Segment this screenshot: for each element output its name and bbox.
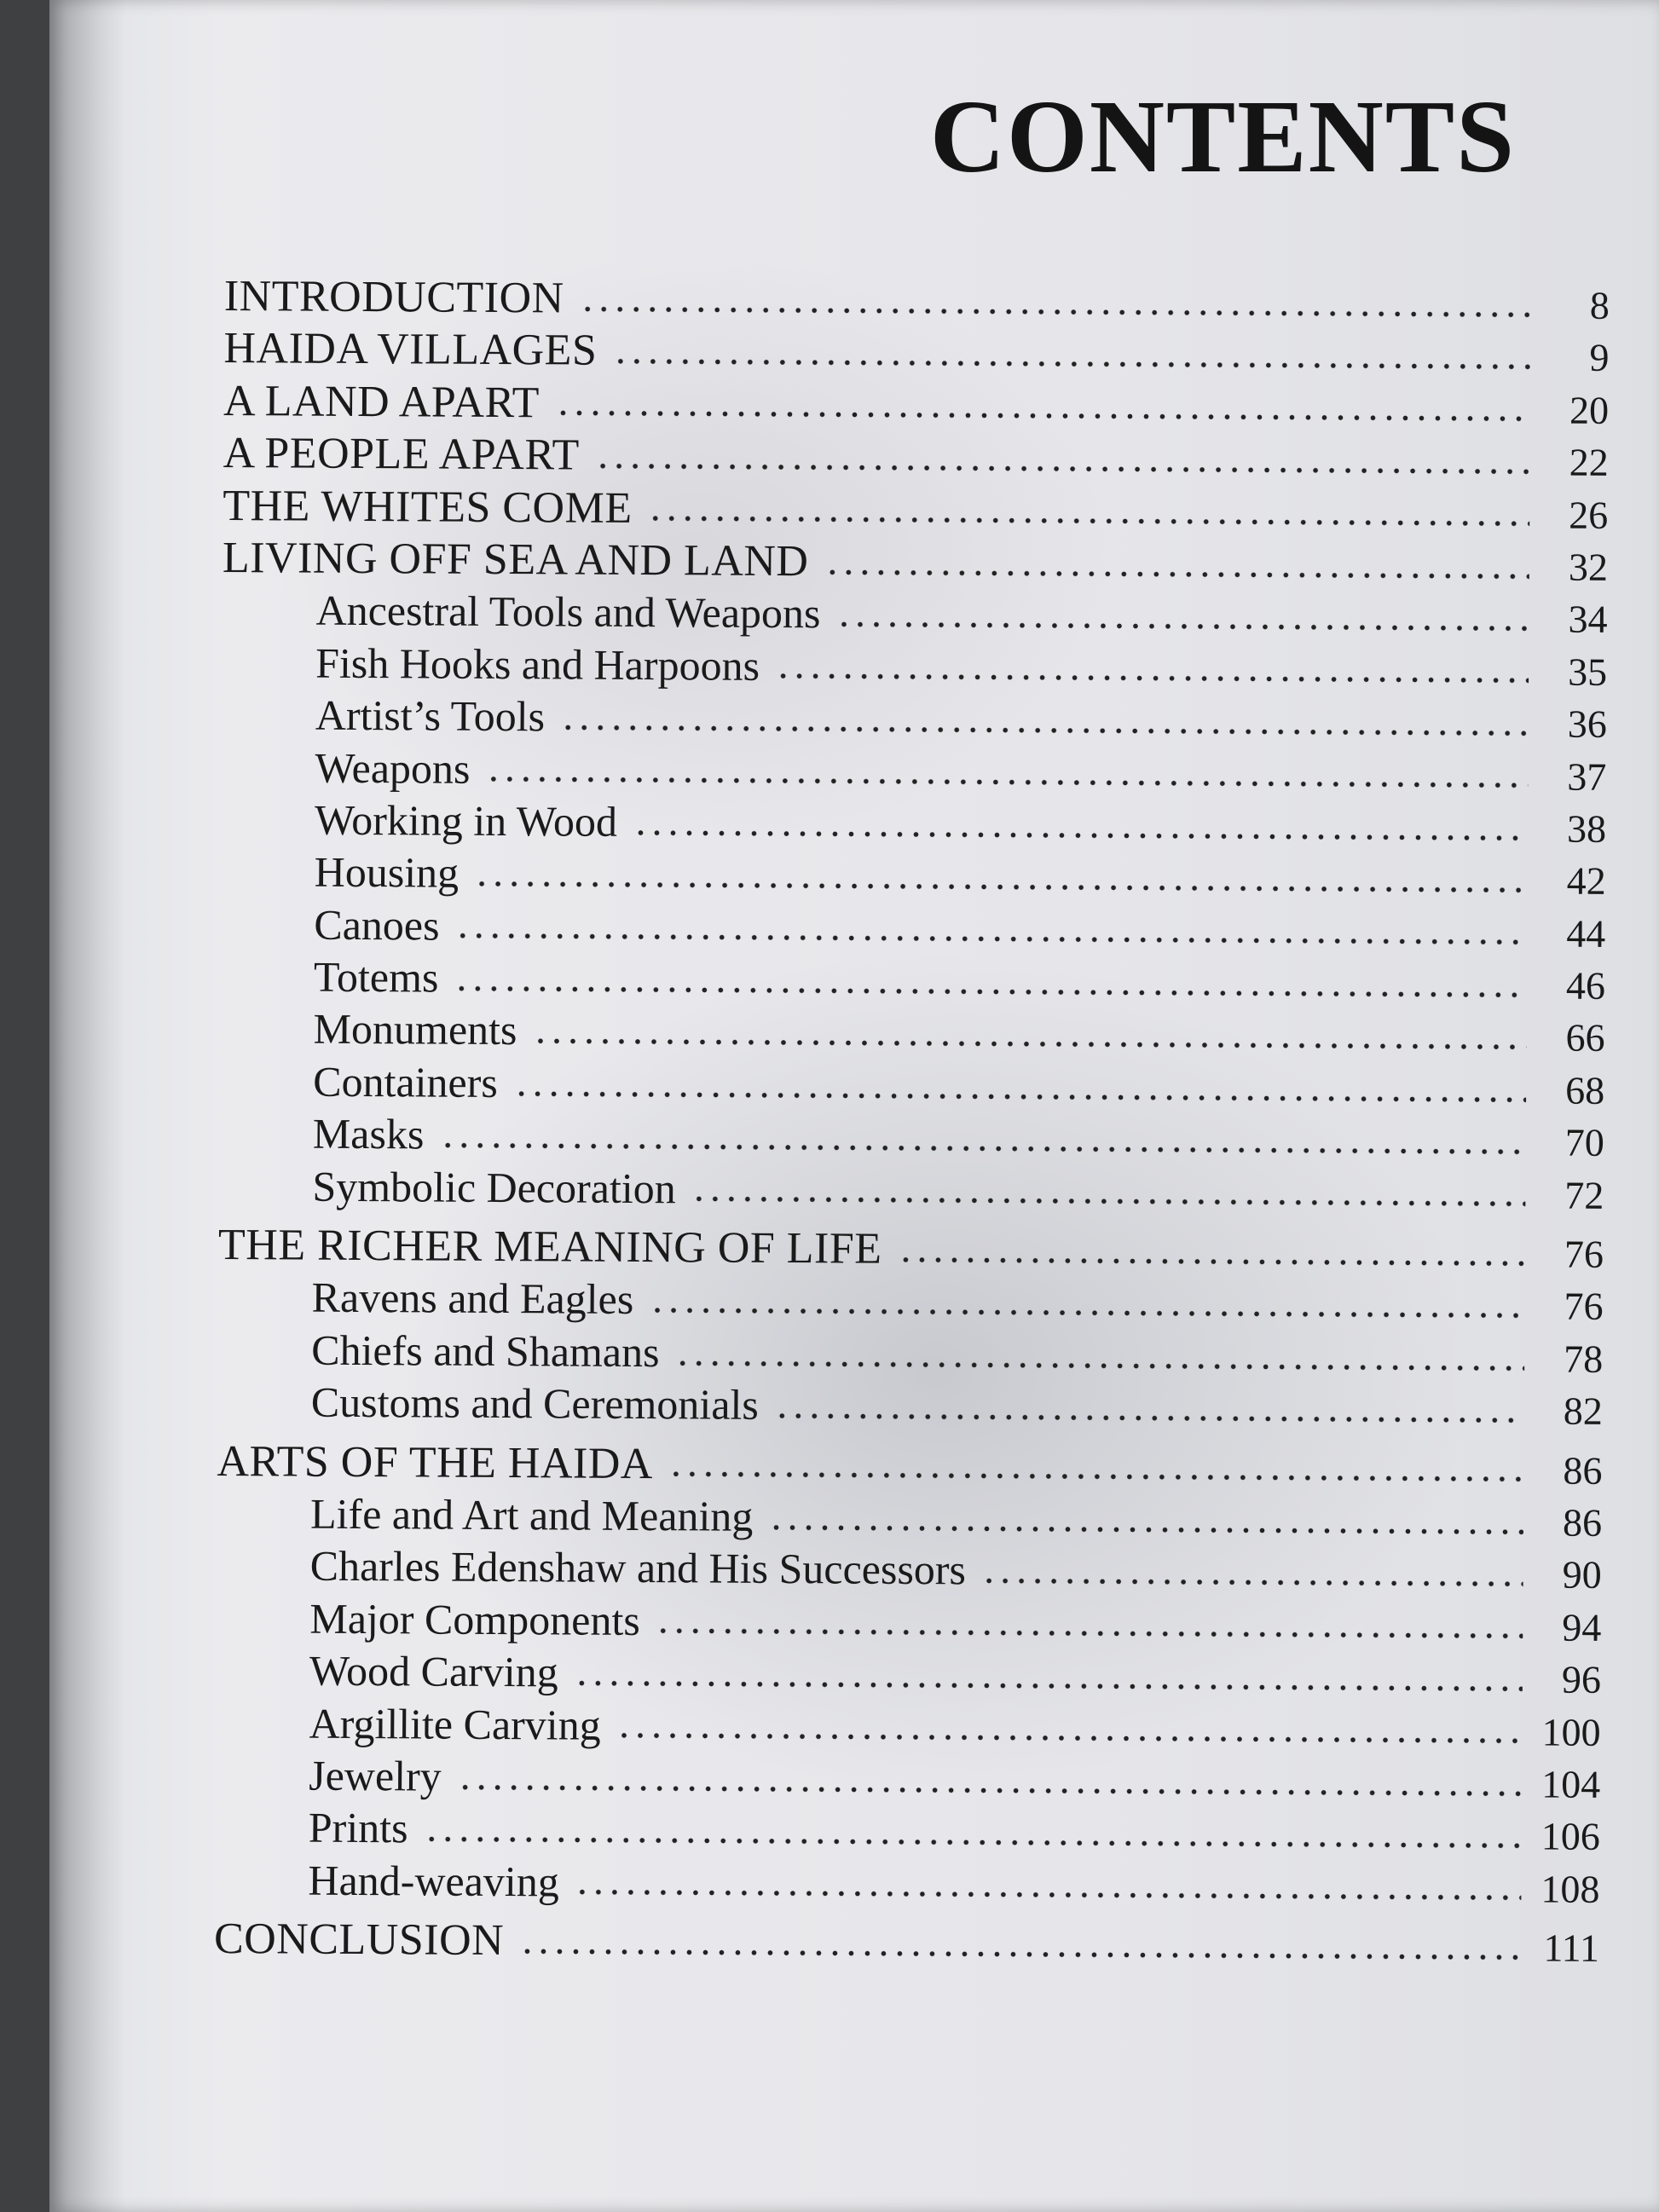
dot-leader [647,512,1529,529]
toc-entry-title: Masks [312,1109,425,1158]
toc-entry [217,1540,1602,1601]
dot-leader [519,1945,1521,1963]
toc-entry-page: 106 [1540,1814,1600,1859]
toc-entry-page: 111 [1543,1926,1600,1970]
toc-entry-page: 9 [1589,336,1610,380]
toc-entry [219,1108,1604,1169]
toc-entry [223,481,1608,541]
toc-entry [214,1914,1599,1974]
toc-entry-title: Ancestral Tools and Weapons [315,586,821,638]
toc-entry-page: 8 [1589,283,1610,327]
toc-entry-page: 68 [1565,1068,1605,1112]
toc-entry-page: 70 [1564,1120,1604,1165]
dot-leader [532,1035,1526,1053]
toc-entry-title: Fish Hooks and Harpoons [315,638,760,690]
toc-entry-title: LIVING OFF SEA AND LAND [222,533,809,586]
toc-entry [220,846,1605,907]
toc-entry-title: Containers [313,1057,499,1106]
toc-entry-page: 78 [1564,1337,1604,1381]
toc-entry-title: Artist’s Tools [315,690,546,741]
dot-leader [423,1833,1521,1851]
toc-entry-title: A PEOPLE APART [223,429,580,480]
toc-entry [224,271,1610,332]
toc-entry-page: 94 [1562,1605,1602,1649]
toc-entry-title: Housing [314,847,460,897]
toc-entry [219,1056,1604,1117]
dot-leader [835,618,1529,634]
toc-entry-page: 34 [1568,597,1608,642]
toc-entry-title: Life and Art and Meaning [309,1489,754,1540]
dot-leader [981,1575,1523,1591]
toc-entry-page: 90 [1562,1552,1602,1597]
toc-entry-title: HAIDA VILLAGES [223,324,598,376]
dot-leader [656,1626,1523,1643]
toc-entry [222,638,1607,698]
toc-entry [215,1750,1600,1811]
toc-entry [221,742,1606,803]
table-of-contents [214,271,1610,1974]
toc-entry-page: 42 [1566,858,1606,904]
dot-leader [595,460,1530,478]
toc-entry-page: 26 [1569,493,1609,537]
dot-leader [454,930,1527,949]
toc-entry [217,1436,1602,1497]
toc-entry-page: 66 [1565,1016,1605,1060]
toc-entry [219,1003,1604,1064]
toc-entry-page: 35 [1568,650,1608,694]
toc-entry-page: 20 [1569,388,1610,432]
toc-entry-title: Symbolic Decoration [312,1162,676,1212]
dot-leader [768,1522,1523,1538]
toc-entry-title: Chiefs and Shamans [311,1325,660,1376]
toc-entry [218,1220,1604,1280]
toc-entry [217,1488,1602,1549]
dot-leader [616,1730,1523,1747]
toc-entry-page: 37 [1567,754,1607,799]
toc-entry-page: 76 [1564,1232,1604,1276]
toc-entry [223,428,1608,488]
dot-leader [580,303,1531,321]
toc-entry-title: Major Components [309,1594,640,1644]
toc-entry [223,533,1608,593]
dot-leader [574,1677,1523,1695]
toc-entry-title: ARTS OF THE HAIDA [217,1436,654,1488]
toc-entry-title: Ravens and Eagles [311,1273,634,1324]
toc-entry-title: Hand-weaving [308,1856,559,1906]
toc-entry [220,951,1605,1012]
toc-entry-title: Weapons [315,743,471,793]
toc-entry-title: THE WHITES COME [223,481,633,533]
toc-entry-title: Customs and Ceremonials [310,1377,760,1429]
dot-leader [513,1088,1526,1106]
toc-entry-page: 22 [1569,440,1609,485]
toc-entry-page: 44 [1566,911,1606,956]
toc-entry-title: Totems [313,952,439,1002]
toc-entry-title: Jewelry [309,1751,442,1800]
dot-leader [674,1357,1524,1374]
dot-leader [612,355,1530,373]
toc-entry-title: CONCLUSION [213,1915,505,1966]
toc-entry [215,1802,1600,1863]
toc-entry [215,1698,1600,1759]
toc-entry-page: 32 [1568,545,1609,589]
dot-leader [457,1781,1523,1799]
toc-entry [218,1161,1604,1222]
dot-leader [474,878,1528,897]
dot-leader [691,1193,1526,1210]
dot-leader [633,827,1528,844]
toc-entry-title: Prints [308,1803,408,1852]
toc-entry-page: 82 [1563,1389,1604,1434]
toc-entry-title: Argillite Carving [309,1699,601,1749]
dot-leader [668,1468,1524,1485]
contents-heading: CONTENTS [929,79,1516,194]
toc-entry-page: 72 [1564,1173,1604,1217]
toc-entry [217,1272,1603,1332]
toc-entry-page: 38 [1566,806,1607,851]
dot-leader [774,1410,1524,1426]
dot-leader [824,566,1529,582]
dot-leader [775,670,1529,686]
toc-entry [220,899,1605,960]
toc-entry-page: 76 [1564,1285,1604,1329]
toc-entry [216,1593,1601,1654]
toc-entry [217,1325,1603,1385]
dot-leader [454,982,1527,1001]
toc-entry-title: Working in Wood [314,795,618,846]
toc-entry-title: Charles Edenshaw and His Successors [309,1542,967,1594]
toc-entry-page: 36 [1567,702,1607,747]
dot-leader [439,1139,1525,1158]
toc-entry [223,376,1609,436]
dot-leader [897,1254,1525,1269]
toc-entry-page: 96 [1561,1657,1602,1702]
toc-entry [216,1645,1601,1706]
toc-entry-page: 86 [1563,1448,1603,1493]
toc-entry-title: Canoes [314,900,440,950]
toc-entry [214,1855,1599,1915]
toc-entry-page: 46 [1565,963,1606,1008]
book-page [49,0,1659,2212]
toc-entry [222,585,1607,645]
toc-entry-title: Monuments [313,1005,517,1054]
dot-leader [575,1886,1522,1904]
dot-leader [485,773,1528,791]
toc-entry [217,1377,1603,1437]
toc-entry-title: A LAND APART [223,376,540,428]
toc-entry-page: 100 [1541,1710,1601,1754]
toc-entry-page: 86 [1562,1500,1603,1545]
toc-entry [221,794,1606,855]
toc-entry-page: 104 [1541,1762,1601,1806]
toc-entry-title: Wood Carving [309,1646,558,1696]
toc-entry-page: 108 [1540,1867,1600,1911]
toc-entry-title: INTRODUCTION [223,271,564,323]
toc-entry [223,323,1609,384]
toc-entry [222,690,1607,750]
dot-leader [555,407,1530,425]
toc-entry-title: THE RICHER MEANING OF LIFE [217,1221,882,1273]
dot-leader [560,721,1529,739]
spine-shadow [49,0,126,2212]
dot-leader [649,1304,1524,1321]
